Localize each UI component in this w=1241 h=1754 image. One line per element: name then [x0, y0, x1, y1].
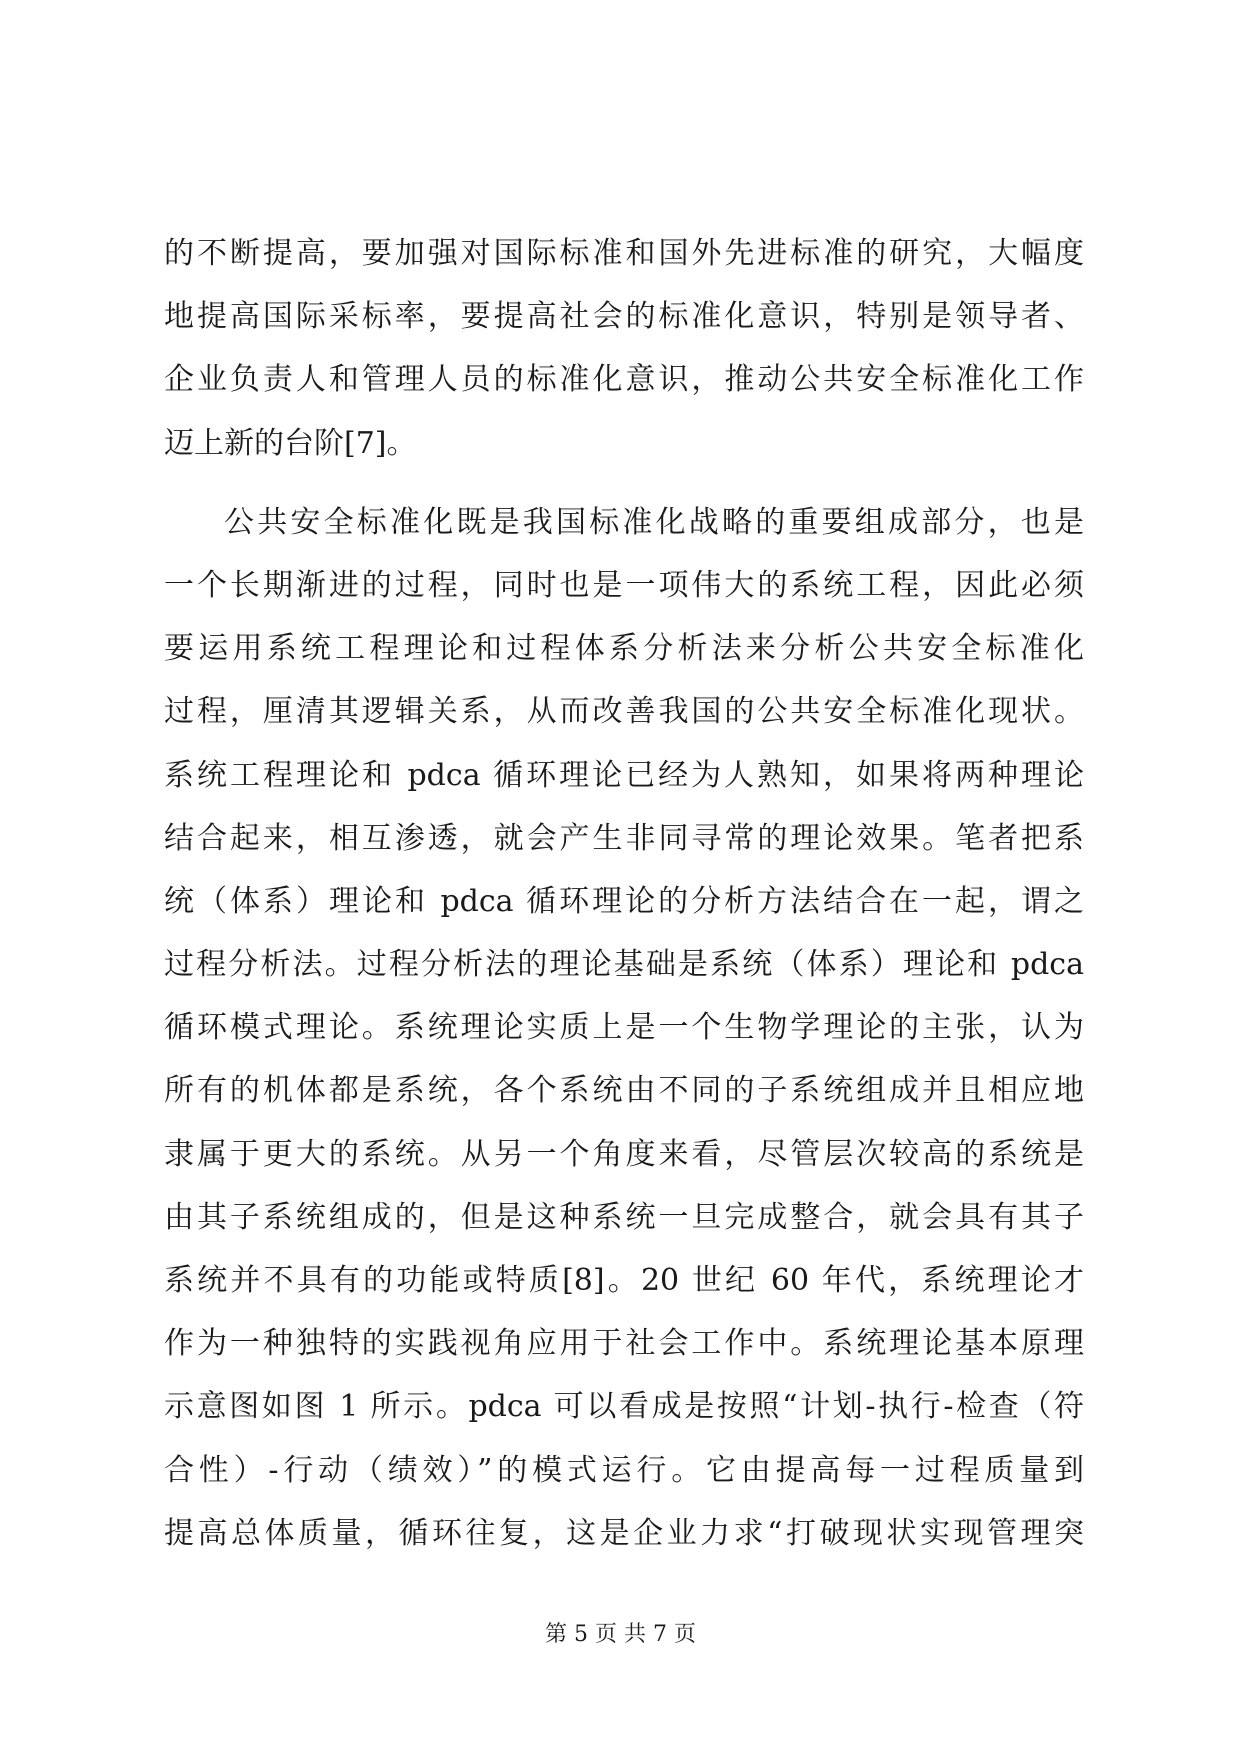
text-line: 合性）-行动（绩效）”的模式运行。它由提高每一过程质量到 [164, 1452, 1084, 1488]
text-line: 迈上新的台阶[7]。 [164, 425, 417, 461]
text-line: 过程，厘清其逻辑关系，从而改善我国的公共安全标准化现状。 [164, 694, 1084, 730]
text-line: 提高总体质量，循环往复，这是企业力求“打破现状实现管理突 [164, 1515, 1084, 1551]
text-line: 统（体系）理论和 pdca 循环理论的分析方法结合在一起，谓之 [164, 883, 1084, 919]
text-line: 公共安全标准化既是我国标准化战略的重要组成部分，也是 [224, 504, 1084, 540]
text-line: 由其子系统组成的，但是这种系统一旦完成整合，就会具有其子 [164, 1199, 1084, 1235]
text-line: 结合起来，相互渗透，就会产生非同寻常的理论效果。笔者把系 [164, 820, 1084, 856]
text-line: 所有的机体都是系统，各个系统由不同的子系统组成并且相应地 [164, 1073, 1084, 1109]
text-line: 系统并不具有的功能或特质[8]。20 世纪 60 年代，系统理论才 [164, 1263, 1084, 1298]
text-line: 要运用系统工程理论和过程体系分析法来分析公共安全标准化 [164, 631, 1084, 667]
text-line: 作为一种独特的实践视角应用于社会工作中。系统理论基本原理 [164, 1326, 1084, 1362]
paragraph-2 [164, 491, 1084, 1565]
text-line: 一个长期渐进的过程，同时也是一项伟大的系统工程，因此必须 [164, 567, 1084, 603]
text-line: 过程分析法。过程分析法的理论基础是系统（体系）理论和 pdca [164, 947, 1084, 983]
text-line: 隶属于更大的系统。从另一个角度来看，尽管层次较高的系统是 [164, 1136, 1084, 1172]
text-line: 企业负责人和管理人员的标准化意识，推动公共安全标准化工作 [164, 362, 1084, 398]
page-footer [0, 1620, 1241, 1650]
paragraph-1 [164, 222, 1084, 475]
text-line: 地提高国际采标率，要提高社会的标准化意识，特别是领导者、 [164, 299, 1084, 335]
text-line: 循环模式理论。系统理论实质上是一个生物学理论的主张，认为 [164, 1010, 1084, 1046]
text-line: 的不断提高，要加强对国际标准和国外先进标准的研究，大幅度 [164, 236, 1084, 271]
text-line: 系统工程理论和 pdca 循环理论已经为人熟知，如果将两种理论 [164, 757, 1084, 793]
body-text [164, 222, 1084, 1565]
text-line: 示意图如图 1 所示。pdca 可以看成是按照“计划-执行-检查（符 [164, 1389, 1084, 1425]
paragraph-gap [164, 475, 1084, 491]
page-number-label: 第 5 页 共 7 页 [545, 1622, 696, 1647]
